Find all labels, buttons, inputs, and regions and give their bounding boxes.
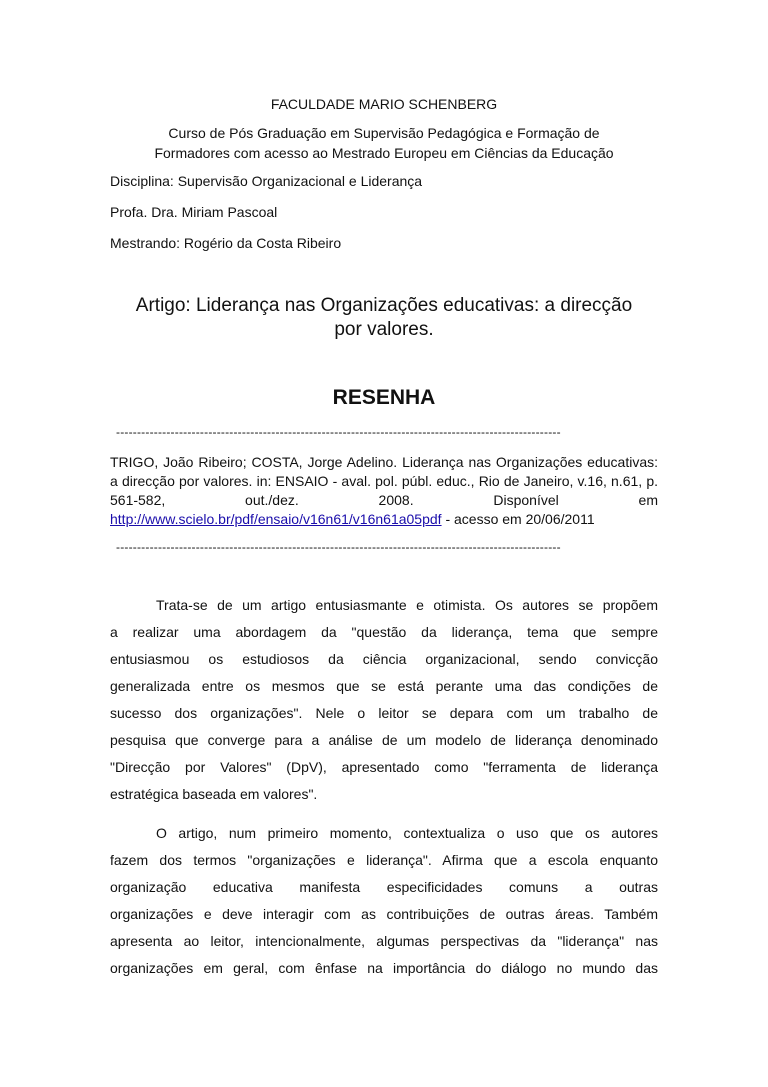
paragraph-line: O artigo, num primeiro momento, contextualiza o uso que os autores xyxy=(156,825,658,841)
reference-text: TRIGO, João Ribeiro; COSTA, Jorge Adelino. Liderança nas Organizações educativas: a direcção por valores. in: ENSAIO - aval. pol. públ. educ., Rio de Janeiro, v.16, n.61, p. 561-582, out./dez. 2008. Disponível em xyxy=(110,454,658,508)
course-line-2: Formadores com acesso ao Mestrado Europeu em Ciências da Educação xyxy=(154,145,614,161)
reference-link[interactable]: http://www.scielo.br/pdf/ensaio/v16n61/v16n61a05pdf xyxy=(110,511,442,527)
paragraph-line: sucesso dos organizações". Nele o leitor se depara com um trabalho de xyxy=(110,705,658,721)
paragraph-line: estratégica baseada em valores". xyxy=(110,786,318,802)
student-line: Mestrando: Rogério da Costa Ribeiro xyxy=(110,235,342,251)
separator-bottom: ---------------------------------------------------------------------------------------------------------- xyxy=(116,540,561,554)
course-description xyxy=(110,123,658,163)
discipline-line: Disciplina: Supervisão Organizacional e Liderança xyxy=(110,173,423,189)
paragraph-line: organizações e deve interagir com as contribuições de outras áreas. Também xyxy=(110,906,658,922)
paragraph-1 xyxy=(110,592,658,808)
article-title-line-1: Artigo: Liderança nas Organizações educativas: a direcção xyxy=(135,295,633,316)
paragraph-line: organização educativa manifesta especificidades comuns a outras xyxy=(110,879,658,895)
professor-line: Profa. Dra. Miriam Pascoal xyxy=(110,204,278,220)
institution-name: FACULDADE MARIO SCHENBERG xyxy=(270,96,498,112)
section-heading: RESENHA xyxy=(332,386,436,409)
paragraph-line: generalizada entre os mesmos que se está perante uma das condições de xyxy=(110,678,658,694)
paragraph-line: organizações em geral, com ênfase na importância do diálogo no mundo das xyxy=(110,960,658,976)
bibliographic-reference xyxy=(110,453,658,529)
paragraph-line: apresenta ao leitor, intencionalmente, algumas perspectivas da "liderança" nas xyxy=(110,933,658,949)
course-line-1: Curso de Pós Graduação em Supervisão Pedagógica e Formação de xyxy=(168,125,600,141)
article-title-line-2: por valores. xyxy=(334,319,434,340)
paragraph-line: Trata-se de um artigo entusiasmante e otimista. Os autores se propõem xyxy=(156,597,658,613)
paragraph-line: a realizar uma abordagem da "questão da liderança, tema que sempre xyxy=(110,624,658,640)
article-title xyxy=(110,294,658,342)
paragraph-line: fazem dos termos "organizações e liderança". Afirma que a escola enquanto xyxy=(110,852,658,868)
reference-access-date: - acesso em 20/06/2011 xyxy=(441,511,595,527)
separator-top: ---------------------------------------------------------------------------------------------------------- xyxy=(116,425,561,439)
paragraph-line: "Direcção por Valores" (DpV), apresentado como "ferramenta de liderança xyxy=(110,759,658,775)
paragraph-2 xyxy=(110,820,658,982)
paragraph-line: entusiasmou os estudiosos da ciência organizacional, sendo convicção xyxy=(110,651,658,667)
paragraph-line: pesquisa que converge para a análise de um modelo de liderança denominado xyxy=(110,732,658,748)
